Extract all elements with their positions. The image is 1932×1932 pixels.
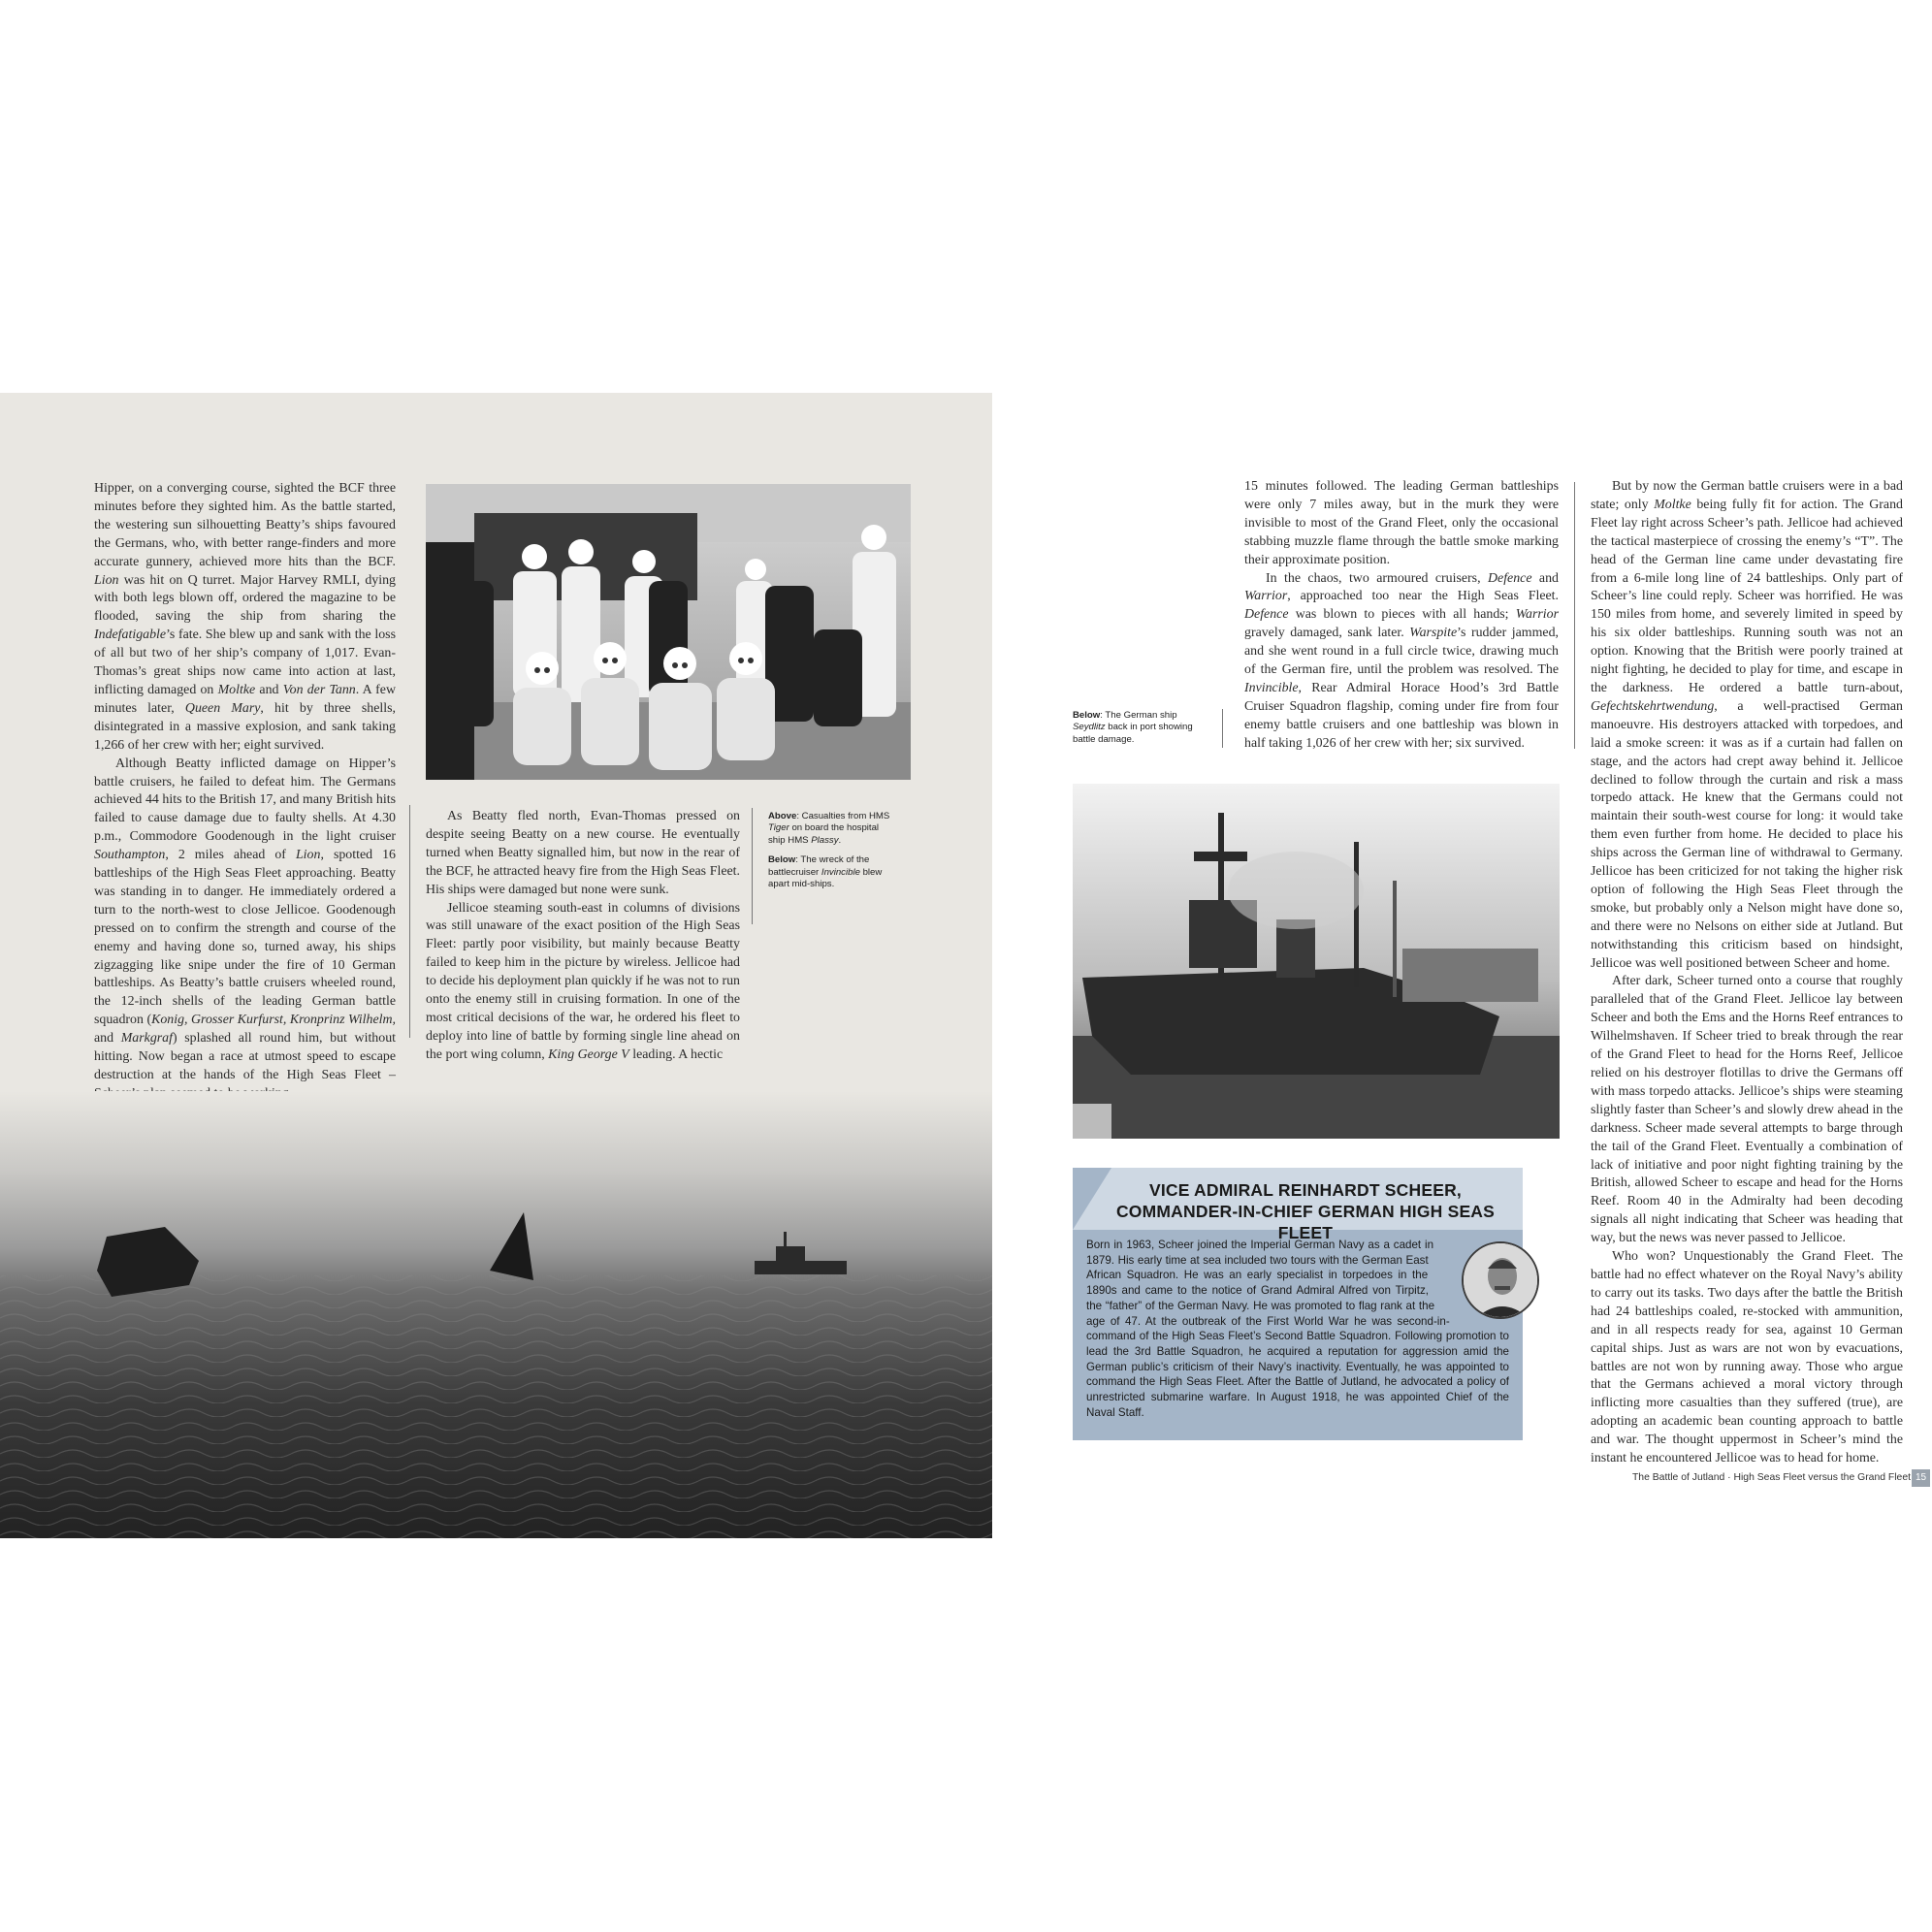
sidebar-header [1073,1168,1523,1242]
casualties-photo-image [426,484,911,780]
column-divider [409,805,410,1038]
paragraph: As Beatty fled north, Evan-Thomas pressed on despite seeing Beatty on a new course. He eventually turned when Beatty signalled him, but now in the rear of the BCF, he attracted heavy fire from the High Seas Fleet. His ships were damaged but none were sunk. [426,809,740,897]
seydlitz-photo-image [1073,784,1560,1139]
paragraph: Jellicoe steaming south-east in columns of divisions was still unaware of the exact position of the High Seas Fleet: partly poor visibility, but mainly because Beatty failed to keep him in the picture by wireless. Jellicoe had to decide his deployment plan quickly if he was not to run onto the enemy still in cruising formation. In one of the most critical decisions of the war, he ordered his fleet to deploy into line of battle by forming single line ahead on the port wing column, King George V leading. A hectic [426,900,740,1062]
paragraph: Although Beatty inflicted damage on Hipper’s battle cruisers, he failed to defeat him. The Germans achieved 44 hits to the British 17, and many British hits failed to cause damage due to faulty shells. At 4.30 p.m., Commodore Goodenough in the light cruiser Southampton, 2 miles ahead of Lion, spotted 16 battleships of the High Seas Fleet approaching. Beatty was standing in to danger. He immediately ordered a turn to the north-west to close Jellicoe. Goodenough pressed on to confirm the strength and course of the enemy and having done so, turned away, his ships zigzagging like snipe under the fire of 10 German battleships. As Beatty’s battle cruisers wheeled round, the 12-inch shells of the leading German battle squadron (Konig, Grosser Kurfurst, Kronprinz Wilhelm, and Markgraf) splashed all round him, but without hitting. Now began a race at utmost speed to escape destruction at the hands of the High Seas Fleet – [94,756,397,1082]
caption-above: Above: Casualties from HMS Tiger on board the hospital ship HMS Plassy. [768,811,890,846]
invincible-wreck-photo [0,1091,992,1538]
invincible-wreck-photo-image [0,1091,992,1538]
page-number: 15 [1912,1469,1930,1487]
scheer-biography-box [1073,1168,1523,1440]
column-divider [1574,482,1575,749]
caption-divider [1222,709,1223,748]
caption-below: Below: The wreck of the battlecruiser Invincible blew apart mid-ships. [768,854,883,890]
paragraph: Hipper, on a converging course, sighted the BCF three minutes before they sighted him. As the battle started, the westering sun silhouetting Beatty’s ships favoured the Germans, who, with better range-finders and more accurate gunnery, achieved more hits than the BCF. Lion was hit on Q turret. Major Harvey RMLI, dying with both legs blown off, ordered the magazine to be flooded, saving the ship from sharing the Indefatigable’s fate. She blew up and sank with the loss of all but two of her ship’s company of 1,017. Evan-Thomas’s great ships now came into action at last, inflicting damaged on Moltke and Von der Tann. A few minutes later, Queen Mary, hit by three shells, disintegrated in a massive explosion, and sank taking 1,266 of her crew with her; eight survived. [94,481,396,753]
caption-below-seydlitz: Below: The German ship Seydlitz back in port showing battle damage. [1073,710,1193,745]
casualties-photo [426,484,911,780]
caption-divider [752,808,753,924]
right-column-1 [1244,478,1559,754]
paragraph: In the chaos, two armoured cruisers, Defence and Warrior, approached too near the High Seas Fleet. Defence was blown to pieces with all hands; Warrior gravely damaged, sank later. Warspite’s rudder jammed, and she went round in a full circle twice, drawing much of the German fire, until the problem was resolved. The Invincible, Rear Admiral Horace Hood’s 3rd Battle Cruiser Squadron flagship, coming under fire from four enemy battle cruisers and one battleship was blown in half taking 1,026 of her crew with her; six survived. [1244,570,1559,751]
right-column-2 [1591,478,1903,1468]
paragraph: After dark, Scheer turned onto a course that roughly paralleled that of the Grand Fleet. Jellicoe lay between Scheer and both the Ems and the Horns Reef entrances to Wilhelmshaven. If Scheer tried to break through the rear of the Grand Fleet to head for the Horns Reef, Jellicoe relied on his destroyer flotillas to drive the Germans off with mass torpedo attacks. Jellicoe’s ships were steaming slightly faster than Scheer’s and slowly drew ahead in the darkness. Scheer made several attempts to barge through the tail of the Grand Fleet. Eventually a combination of lack of initiative and poor night fighting training by the British, allowed Scheer to escape and head for the Horns Reef. Room 40 in the Admiralty had been decoding signals all night indicating that Scheer was heading that way, but the news was never passed to Jellicoe. [1591,974,1903,1246]
left-column-2 [426,808,740,1065]
sidebar-text: Born in 1963, Scheer joined the Imperial German Navy as a cadet in 1879. His early time at sea included two tours with the German East African Squadron. He was an early specialist in torpedoes in the 1890s and came to the notice of Grand Admiral Alfred von Tirpitz, the “father” of the German Navy. He was promoted to flag rank at the age of 47. At the outbreak of the First World War he was second-in-command of the High Seas Fleet’s Second Battle Squadron. Following promotion to lead the 3rd Battle Squadron, he acquired a reputation for aggression amid the German public’s criticism of their Navy’s inactivity. Eventually, he was appointed to command the High Seas Fleet. After the Battle of Jutland, he advocated a policy of unrestricted submarine warfare. In August 1918, he was appointed Chief of the Naval Staff. [1086,1239,1509,1419]
left-page [0,393,992,1538]
paragraph: Who won? Unquestionably the Grand Fleet. The battle had no effect whatever on the Royal Navy’s ability to carry out its tasks. Two days after the battle the British had 24 battleships coaled, re-stocked with ammunition, and in all respects ready for sea, against 10 German capital ships. Just as wars are not won by evacuations, battles are not won by running away. Those who argue that the Germans achieved a moral victory through inflicting more casualties than they suffered (true), are adopting an academic bean counting approach to battle and war. The thought uppermost in Scheer’s mind the instant he encountered Jellicoe was to head for home. [1591,1249,1903,1466]
paragraph: 15 minutes followed. The leading German battleships were only 7 miles away, but in the murk they were invisible to most of the Grand Fleet, only the occasional stabbing muzzle flame through the battle smoke marking their approximate position. [1244,479,1559,567]
seydlitz-caption [1073,710,1199,754]
left-captions [768,811,892,898]
running-footer: The Battle of Jutland · High Seas Fleet versus the Grand Fleet [1631,1472,1911,1483]
paragraph: But by now the German battle cruisers were in a bad state; only Moltke being fully fit for action. The Grand Fleet lay right across Scheer’s path. Jellicoe had achieved the tactical masterpiece of crossing the enemy’s “T”. The head of the German line came under devastating fire from a 6-mile long line of 24 battleships. Only part of Scheer’s line could reply. Scheer was horrified. He was 150 miles from home, and severely limited in speed by his six older battleships. Running south was not an option. Knowing that the British were poorly trained at night fighting, he decided to play for time, and escape in the darkness. He ordered a battle turn-about, Gefechtskehrtwendung, a well-practised German manoeuvre. His destroyers attacked with torpedoes, and laid a smoke screen: it was as if a curtain had fallen on stage, and the actors had crept away behind it. Jellicoe declined to follow through the curtain and risk a mass torpedo attack. He knew that the Germans could not maintain their south-west course for long: it would take them even further from home. He decided to place his ships across the German line of withdrawal to Germany. Jellicoe has been criticized for not taking the higher risk option of following the High Seas Fleet through the smoke, but probably only a Nelson might have done so, and there were no Nelsons on either side at Jutland. But notwithstanding this criticism based on hindsight, Jellicoe was well positioned between Scheer and home. [1591,479,1903,971]
sidebar-title: VICE ADMIRAL REINHARDT SCHEER, COMMANDER-IN-CHIEF GERMAN HIGH SEAS FLEET [1115,1180,1496,1242]
left-column-1 [94,480,396,1104]
seydlitz-photo [1073,784,1560,1139]
